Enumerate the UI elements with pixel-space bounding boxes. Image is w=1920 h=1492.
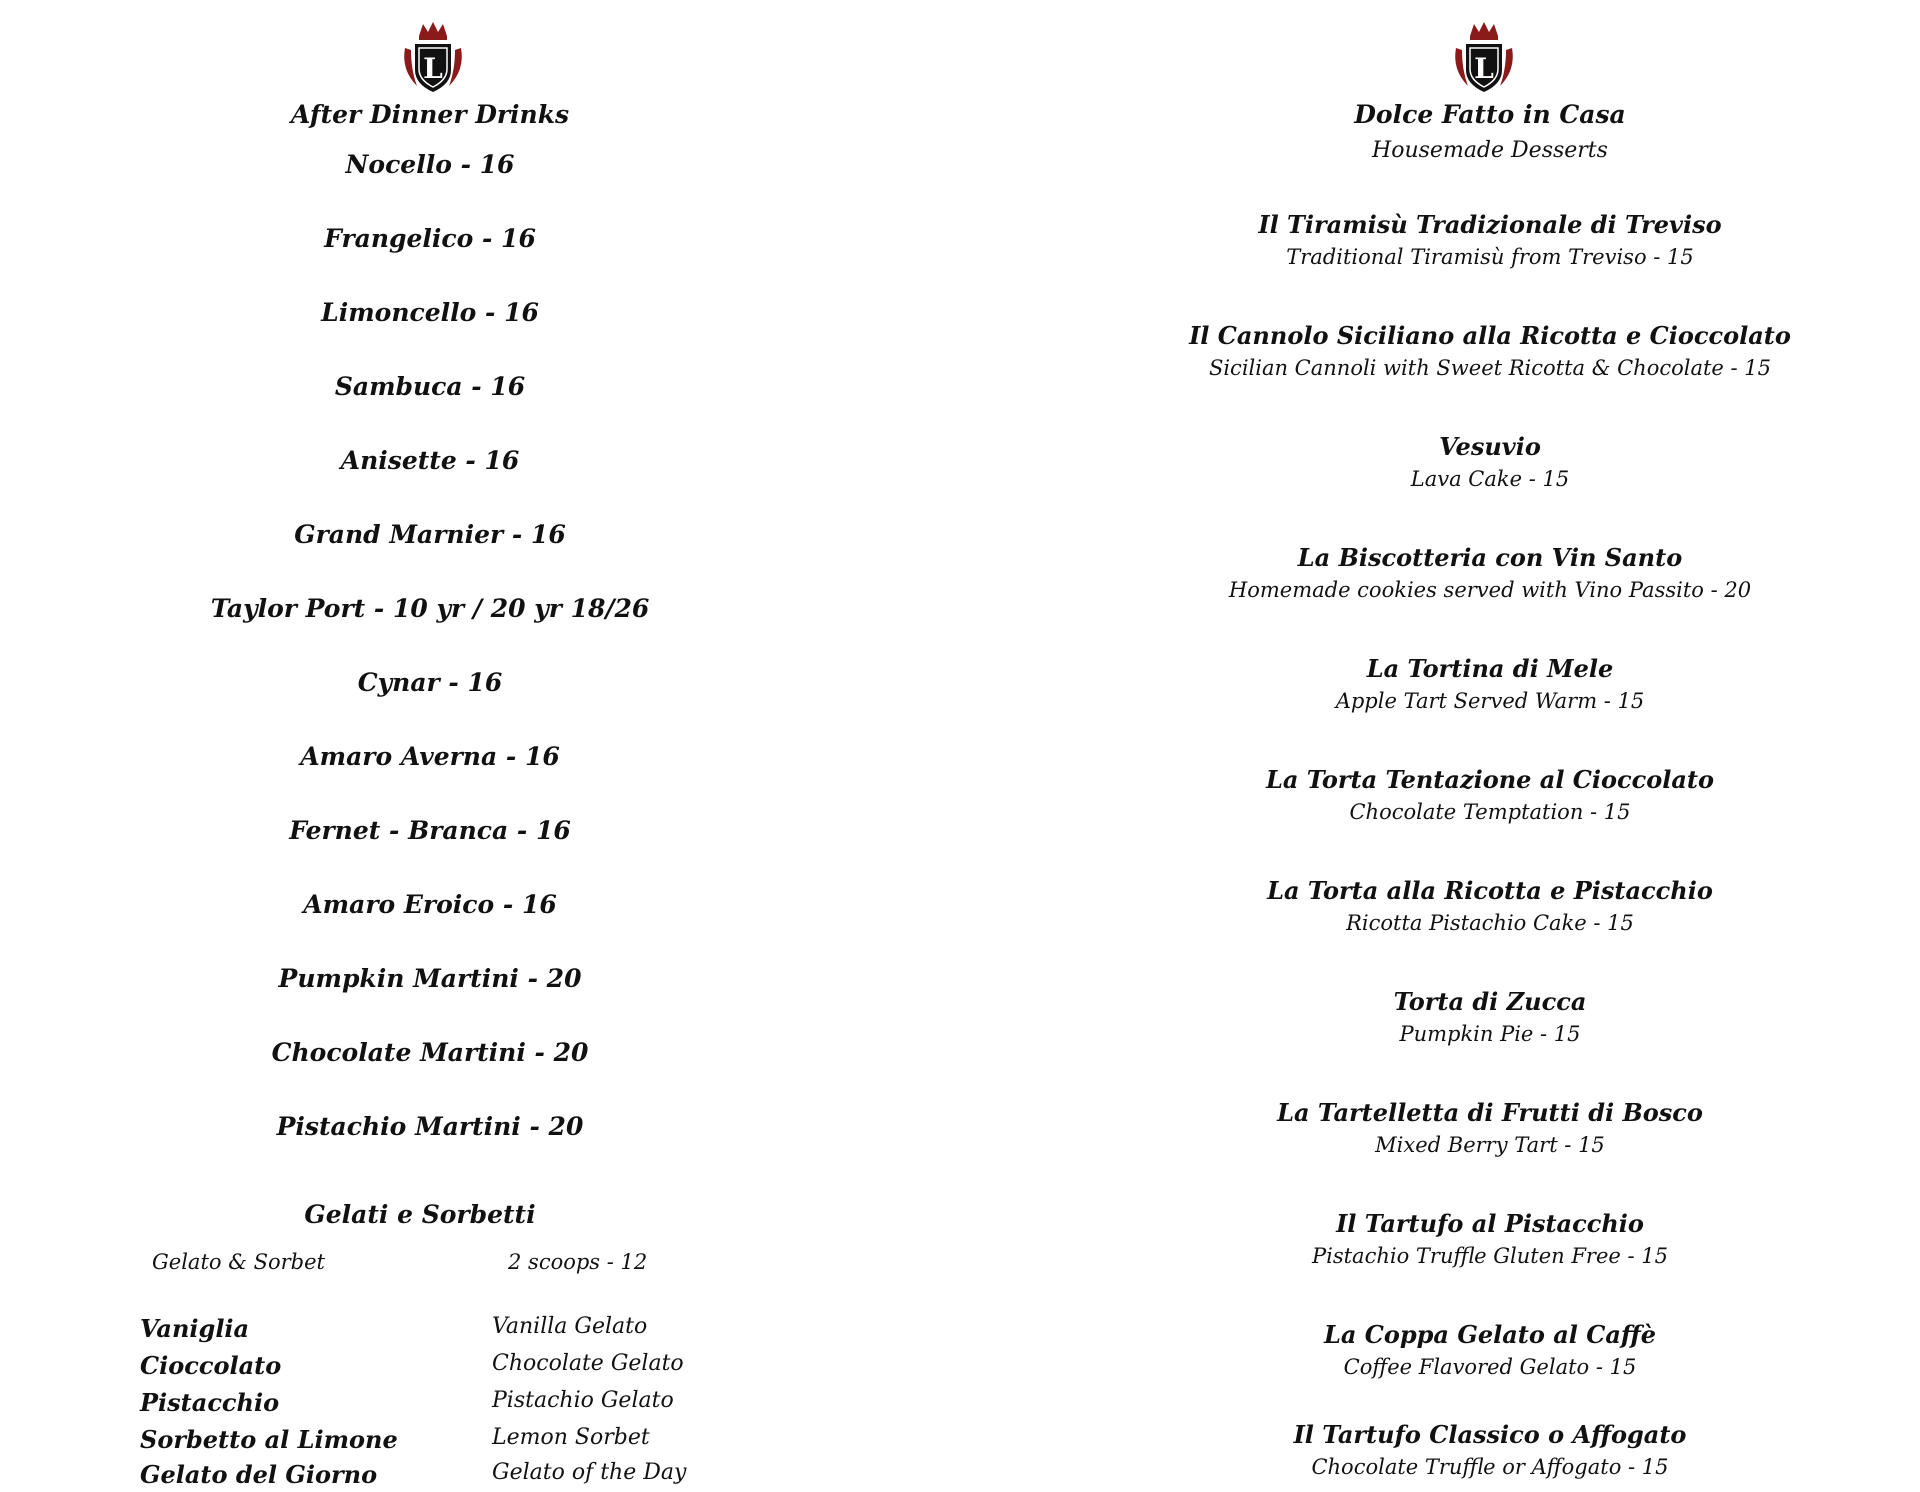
dessert-name: Il Cannolo Siciliano alla Ricotta e Cioccolato xyxy=(1189,321,1791,350)
gelato-desc: Chocolate Gelato xyxy=(492,1351,684,1376)
dessert-item xyxy=(1080,985,1900,1049)
gelato-row xyxy=(0,1312,860,1346)
dessert-name: La Tortina di Mele xyxy=(1366,654,1614,683)
gelato-name: Pistacchio xyxy=(140,1388,280,1417)
dessert-item xyxy=(1080,541,1900,605)
dessert-desc: Pistachio Truffle Gluten Free - 15 xyxy=(1312,1244,1668,1268)
dessert-item xyxy=(1080,430,1900,494)
drink-item: Anisette - 16 xyxy=(340,446,520,475)
drink-item: Amaro Eroico - 16 xyxy=(303,890,557,919)
crest-shield-icon xyxy=(1448,18,1520,96)
gelati-heading: Gelati e Sorbetti xyxy=(304,1200,536,1229)
gelato-row xyxy=(0,1440,860,1489)
dessert-item xyxy=(1080,319,1900,383)
gelato-row xyxy=(0,1349,860,1383)
dessert-name: La Tartelletta di Frutti di Bosco xyxy=(1277,1098,1703,1127)
drink-item: Frangelico - 16 xyxy=(324,224,536,253)
svg-text:L: L xyxy=(1474,52,1494,85)
gelato-desc: Pistachio Gelato xyxy=(492,1388,674,1413)
gelato-name: Vaniglia xyxy=(140,1314,250,1343)
drink-item: Pistachio Martini - 20 xyxy=(276,1112,584,1141)
drink-item: Fernet - Branca - 16 xyxy=(289,816,571,845)
dessert-item xyxy=(1080,1096,1900,1160)
dessert-desc: Mixed Berry Tart - 15 xyxy=(1375,1133,1605,1157)
drink-item: Sambuca - 16 xyxy=(334,372,526,401)
dessert-item xyxy=(1080,763,1900,827)
dessert-desc: Chocolate Temptation - 15 xyxy=(1349,800,1631,824)
drink-item: Cynar - 16 xyxy=(357,668,503,697)
left-page xyxy=(0,0,860,1489)
gelato-name: Sorbetto al Limone xyxy=(140,1425,398,1454)
dessert-name: Vesuvio xyxy=(1439,432,1541,461)
dessert-desc: Homemade cookies served with Vino Passito - 20 xyxy=(1228,578,1752,602)
dessert-desc: Traditional Tiramisù from Treviso - 15 xyxy=(1286,245,1694,269)
dessert-item xyxy=(1080,874,1900,938)
dessert-desc: Ricotta Pistachio Cake - 15 xyxy=(1346,911,1634,935)
svg-text:L: L xyxy=(423,52,443,85)
gelato-desc: Vanilla Gelato xyxy=(492,1314,648,1339)
dessert-item xyxy=(1080,1418,1900,1482)
drink-item: Amaro Averna - 16 xyxy=(300,742,560,771)
right-page xyxy=(1080,0,1900,1484)
dessert-name: Il Tartufo al Pistacchio xyxy=(1336,1209,1644,1238)
drink-item: Nocello - 16 xyxy=(345,150,515,179)
gelato-label: Gelato & Sorbet xyxy=(152,1250,325,1274)
dessert-name: La Torta alla Ricotta e Pistacchio xyxy=(1267,876,1713,905)
dessert-desc: Pumpkin Pie - 15 xyxy=(1399,1022,1581,1046)
desserts-heading: Dolce Fatto in Casa xyxy=(1354,100,1626,129)
gelato-row xyxy=(0,1386,860,1420)
dessert-desc: Apple Tart Served Warm - 15 xyxy=(1335,689,1645,713)
drink-item: Pumpkin Martini - 20 xyxy=(278,964,582,993)
gelato-price: 2 scoops - 12 xyxy=(508,1250,648,1274)
dessert-name: La Torta Tentazione al Cioccolato xyxy=(1265,765,1715,794)
drink-item: Chocolate Martini - 20 xyxy=(271,1038,589,1067)
dessert-desc: Chocolate Truffle or Affogato - 15 xyxy=(1311,1455,1669,1479)
gelato-name: Cioccolato xyxy=(140,1351,282,1380)
dessert-name: La Biscotteria con Vin Santo xyxy=(1297,543,1683,572)
dessert-desc: Lava Cake - 15 xyxy=(1410,467,1570,491)
dessert-name: Il Tiramisù Tradizionale di Treviso xyxy=(1258,210,1722,239)
dessert-item xyxy=(1080,1318,1900,1382)
crest-shield-icon xyxy=(397,18,469,96)
dessert-name: Torta di Zucca xyxy=(1393,987,1587,1016)
dessert-item xyxy=(1080,652,1900,716)
dessert-name: La Coppa Gelato al Caffè xyxy=(1323,1320,1657,1349)
dessert-name: Il Tartufo Classico o Affogato xyxy=(1293,1420,1687,1449)
gelato-name: Gelato del Giorno xyxy=(140,1460,378,1489)
drink-item: Limoncello - 16 xyxy=(321,298,539,327)
dessert-item xyxy=(1080,208,1900,272)
dessert-item xyxy=(1080,1207,1900,1271)
dessert-desc: Coffee Flavored Gelato - 15 xyxy=(1343,1355,1637,1379)
drinks-heading: After Dinner Drinks xyxy=(290,100,570,129)
dessert-desc: Sicilian Cannoli with Sweet Ricotta & Chocolate - 15 xyxy=(1208,356,1772,380)
drink-item: Grand Marnier - 16 xyxy=(294,520,566,549)
gelato-desc: Lemon Sorbet xyxy=(492,1425,650,1450)
gelato-desc: Gelato of the Day xyxy=(492,1460,687,1485)
desserts-subheading: Housemade Desserts xyxy=(1372,138,1608,163)
drink-item: Taylor Port - 10 yr / 20 yr 18/26 xyxy=(210,594,650,623)
